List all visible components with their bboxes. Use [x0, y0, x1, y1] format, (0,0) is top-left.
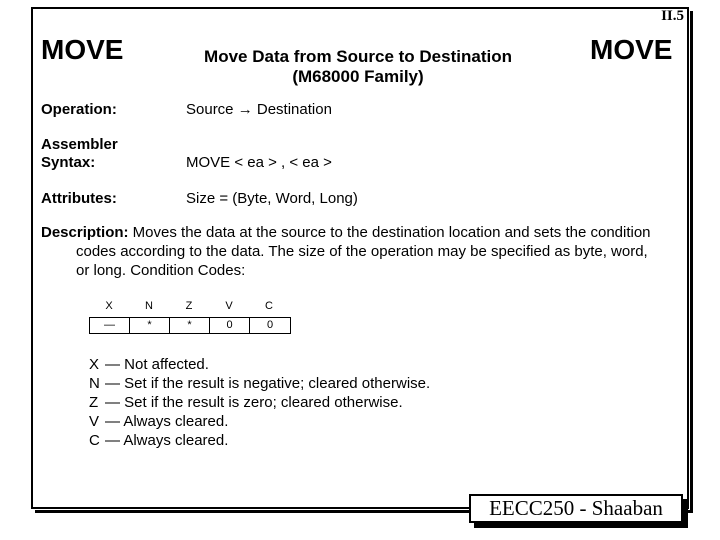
legend-item — [89, 355, 430, 374]
legend-letter: V — [89, 413, 100, 430]
legend-text: — Set if the result is zero; cleared otherwise. — [105, 394, 403, 411]
legend-letter: Z — [89, 394, 99, 411]
description-line3: or long. Condition Codes: — [76, 262, 246, 279]
syntax-label-line2: Syntax: — [41, 154, 96, 171]
cc-header-c: C — [265, 300, 273, 312]
syntax-label-line1: Assembler — [41, 136, 118, 153]
cc-value-v: 0 — [210, 318, 250, 333]
instruction-title — [186, 47, 530, 87]
description-line2: codes according to the data. The size of the operation may be specified as byte, word, — [76, 243, 648, 260]
operation-value: Source → Destination — [186, 101, 332, 118]
condition-codes-values — [89, 317, 291, 334]
legend-letter: X — [89, 356, 100, 373]
legend-text: — Not affected. — [105, 356, 209, 373]
description-line1: Moves the data at the source to the destination location and sets the condition — [128, 224, 651, 241]
attributes-value: Size = (Byte, Word, Long) — [186, 190, 358, 207]
condition-codes-headers — [89, 300, 291, 317]
cc-header-z: Z — [185, 300, 193, 312]
footer-label: EECC250 - Shaaban — [469, 494, 683, 523]
cc-value-x: — — [90, 318, 130, 333]
slide-number: II.5 — [661, 8, 684, 24]
cc-header-n: N — [145, 300, 153, 312]
subtitle-text: (M68000 Family) — [292, 67, 424, 86]
cc-value-n: * — [130, 318, 170, 333]
legend-item — [89, 393, 430, 412]
legend-text: — Always cleared. — [105, 413, 229, 430]
syntax-value: MOVE < ea > , < ea > — [186, 154, 332, 171]
condition-codes-table — [89, 300, 291, 334]
legend-item — [89, 374, 430, 393]
legend-letter: C — [89, 432, 100, 449]
mnemonic-left: MOVE — [41, 34, 124, 65]
cc-value-c: 0 — [266, 319, 274, 331]
legend-letter: N — [89, 375, 100, 392]
condition-codes-legend — [89, 355, 430, 450]
legend-item — [89, 412, 430, 431]
attributes-label: Attributes: — [41, 190, 117, 207]
cc-header-v: V — [225, 300, 233, 312]
mnemonic-right: MOVE — [590, 34, 673, 65]
cc-header-x: X — [105, 300, 113, 312]
description — [41, 223, 689, 280]
description-label: Description: — [41, 224, 129, 241]
legend-text: — Set if the result is negative; cleared otherwise. — [105, 375, 431, 392]
legend-item — [89, 431, 430, 450]
legend-text: — Always cleared. — [105, 432, 229, 449]
cc-value-z: * — [170, 318, 210, 333]
operation-label: Operation: — [41, 101, 117, 118]
title-text: Move Data from Source to Destination — [204, 47, 512, 66]
